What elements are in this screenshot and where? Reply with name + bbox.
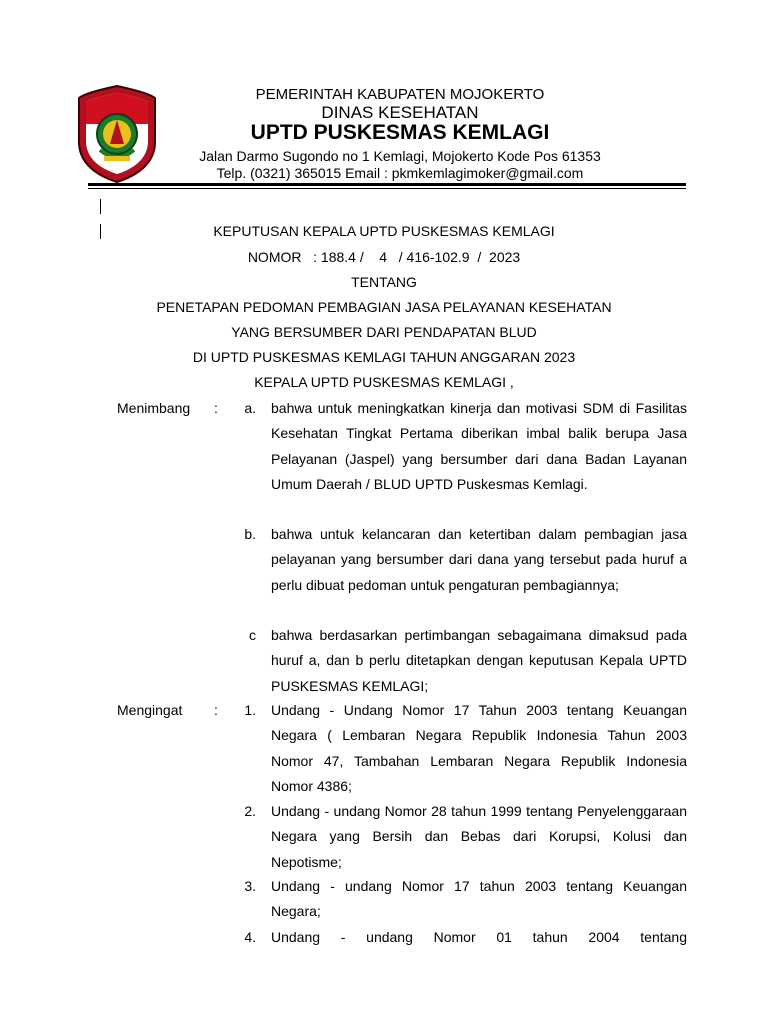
decree-title: KEPUTUSAN KEPALA UPTD PUSKESMAS KEMLAGI (213, 223, 555, 239)
list-marker: 2. (244, 803, 256, 819)
menimbang-colon: : (214, 400, 218, 416)
legal-basis-item: Undang - undang Nomor 17 tahun 2003 tentang Keuangan Negara; (271, 878, 687, 920)
list-marker: 4. (244, 929, 256, 945)
header-divider-thin (88, 188, 686, 189)
mojokerto-regency-emblem-icon (76, 84, 158, 184)
issuer-heading: KEPALA UPTD PUSKESMAS KEMLAGI , (254, 374, 514, 390)
list-marker: 3. (244, 878, 256, 894)
subject-line: YANG BERSUMBER DARI PENDAPATAN BLUD (231, 324, 537, 340)
header-divider-thick (88, 183, 686, 186)
institution-name: UPTD PUSKESMAS KEMLAGI (250, 121, 550, 144)
mengingat-colon: : (214, 702, 218, 718)
legal-basis-item: Undang - Undang Nomor 17 Tahun 2003 tentang Keuangan Negara ( Lembaran Negara Republik Indonesia Tahun 2003 Nomor 47, Tambahan Lembaran Negara Republik Indonesia Nomor 4386; (271, 702, 687, 794)
list-marker: a. (244, 400, 256, 416)
subject-line: PENETAPAN PEDOMAN PEMBAGIAN JASA PELAYANAN KESEHATAN (156, 299, 612, 315)
list-marker: b. (244, 526, 256, 542)
about-heading: TENTANG (351, 274, 417, 290)
list-marker: c (249, 627, 256, 643)
consideration-item: bahwa untuk kelancaran dan ketertiban dalam pembagian jasa pelayanan yang bersumber dari dana yang tersebut pada huruf a perlu dibuat pedoman untuk pengaturan pembagiannya; (271, 526, 687, 593)
list-marker: 1. (244, 702, 256, 718)
consideration-item: bahwa untuk meningkatkan kinerja dan motivasi SDM di Fasilitas Kesehatan Tingkat Pertama diberikan imbal balik berupa Jasa Pelayanan (Jaspel) yang bersumber dari dana Badan Layanan Umum Daerah / BLUD UPTD Puskesmas Kemlagi. (271, 400, 687, 492)
address: Jalan Darmo Sugondo no 1 Kemlagi, Mojokerto Kode Pos 61353 (199, 148, 601, 164)
legal-basis-item: Undang - undang Nomor 01 tahun 2004 tentang (271, 929, 687, 945)
government-name: PEMERINTAH KABUPATEN MOJOKERTO (255, 86, 545, 103)
menimbang-label: Menimbang (117, 400, 191, 416)
contact-info: Telp. (0321) 365015 Email : pkmkemlagimoker@gmail.com (216, 165, 584, 181)
subject-line: DI UPTD PUSKESMAS KEMLAGI TAHUN ANGGARAN 2023 (192, 349, 576, 365)
decree-number: NOMOR : 188.4 / 4 / 416-102.9 / 2023 (247, 249, 521, 265)
department-name: DINAS KESEHATAN (321, 103, 479, 122)
consideration-item: bahwa berdasarkan pertimbangan sebagaimana dimaksud pada huruf a, dan b perlu ditetapkan dengan keputusan Kepala UPTD PUSKESMAS KEMLAGI; (271, 627, 687, 694)
mengingat-label: Mengingat (117, 702, 183, 718)
text-cursor (100, 199, 101, 214)
legal-basis-item: Undang - undang Nomor 28 tahun 1999 tentang Penyelenggaraan Negara yang Bersih dan Bebas dari Korupsi, Kolusi dan Nepotisme; (271, 803, 687, 870)
